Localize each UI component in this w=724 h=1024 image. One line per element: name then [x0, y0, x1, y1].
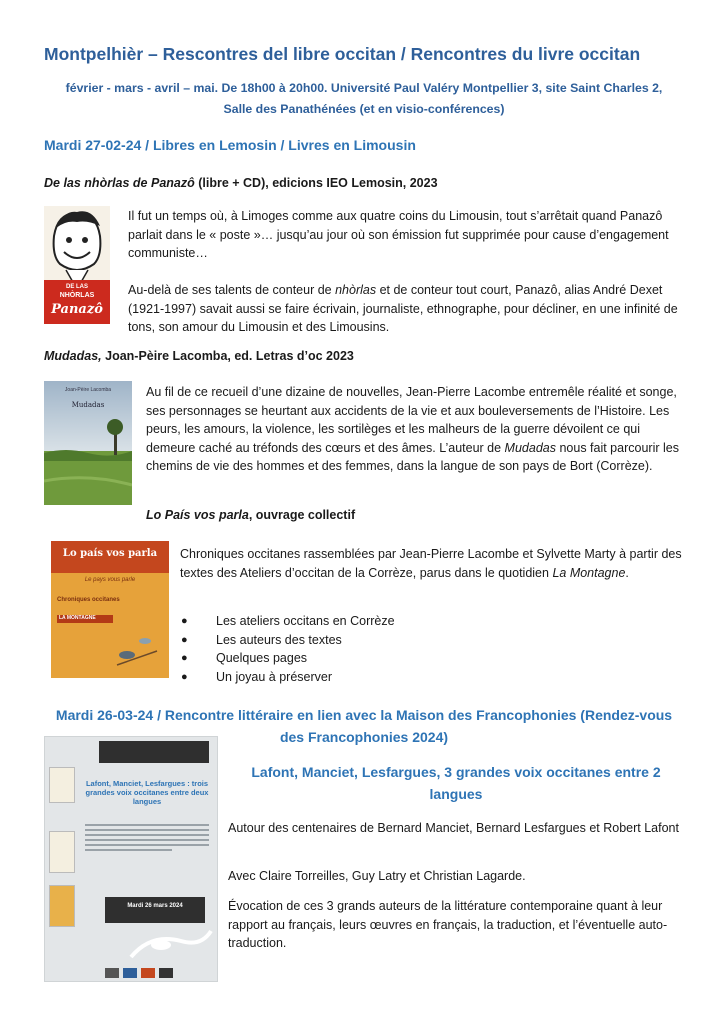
event-para-1: Autour des centenaires de Bernard Manciet, Bernard Lesfargues et Robert Lafont — [228, 821, 679, 835]
book-2-para-a: Au fil de ce recueil d’une dizaine de nouvelles, Jean-Pierre Lacombe entremêle réalité et songe, ses personnages se heurtant aux accidents de la vie et aux bouleversements de l’Histoire. Les peurs, les amours, la violence, les sortilèges et les malheurs de la guerre dévoilent ce qui demeure caché au tréfonds des cœurs et des âmes. L’auteur de — [146, 385, 677, 455]
book-1-cover-top: DE LAS — [65, 284, 88, 290]
poster-book-thumb — [49, 767, 75, 803]
book-1-title — [44, 176, 438, 190]
book-3-cover-title: Lo país vos parla — [62, 548, 158, 559]
poster-book-thumb — [49, 885, 75, 927]
list-item — [180, 612, 395, 631]
book-2-title-rest: Joan-Pèire Lacomba, ed. Letras d’oc 2023 — [101, 349, 354, 363]
page-subtitle — [44, 78, 684, 120]
list-item-label: Les ateliers occitans en Corrèze — [216, 614, 395, 628]
book-1-cover-mid: NHÒRLAS — [59, 292, 95, 299]
book-3-para-italic: La Montagne — [552, 565, 626, 580]
book-1-cover-bottom: Panazô — [51, 302, 103, 317]
list-item — [180, 631, 395, 650]
book-3-title — [146, 508, 355, 522]
landscape-illustration — [44, 381, 132, 505]
list-item-label: Quelques pages — [216, 651, 308, 665]
book-3-title-rest: , ouvrage collectif — [248, 508, 356, 522]
book-1-para-2-italic: nhòrlas — [335, 283, 377, 297]
session-1-heading: Mardi 27-02-24 / Libres en Lemosin / Livres en Limousin — [44, 137, 416, 153]
session-2-heading: Mardi 26-03-24 / Rencontre littéraire en lien avec la Maison des Francophonies (Rendez-vous des Francophonies 2024) — [55, 707, 673, 745]
list-item-label: Un joyau à préserver — [216, 669, 333, 684]
poster-title: Lafont, Manciet, Lesfargues : trois grandes voix occitanes entre deux langues — [85, 779, 209, 806]
book-1-para-1: Il fut un temps où, à Limoges comme aux quatre coins du Limousin, tout s’arrêtait quand Panazô parlait dans le « poste »… jusqu’au jour où son émission fut supprimée pour cause d’engagement communiste… — [128, 209, 669, 260]
book-3-cover-strip-label: LA MONTAGNE — [59, 615, 96, 621]
book-2-para-italic: Mudadas — [504, 440, 556, 455]
event-para-2: Avec Claire Torreilles, Guy Latry et Christian Lagarde. — [228, 869, 526, 883]
list-item-label: Les auteurs des textes — [216, 632, 342, 647]
event-poster — [44, 736, 218, 982]
poster-header-band — [99, 741, 209, 763]
book-1-para-2-a: Au-delà de ses talents de conteur de — [128, 283, 336, 297]
book-1-cover — [44, 206, 110, 324]
bullet-icon: ● — [181, 615, 188, 627]
poster-text-block — [85, 821, 209, 893]
poster-date: Mardi 26 mars 2024 — [127, 903, 183, 909]
list-item — [180, 668, 395, 687]
book-2-para — [146, 383, 686, 476]
book-2-title — [44, 349, 354, 363]
event-title: Lafont, Manciet, Lesfargues, 3 grandes voix occitanes entre 2 langues — [251, 764, 661, 802]
book-2-cover-author: Joan-Pèire Lacomba — [64, 387, 112, 393]
leaf-icon — [111, 927, 215, 961]
bullet-icon: ● — [181, 633, 188, 646]
book-3-bullet-list — [180, 612, 395, 686]
book-3-cover-sub: Le pays vous parle — [84, 577, 136, 583]
subtitle-line-1: février - mars - avril – mai. De 18h00 à 20h00. Université Paul Valéry Montpellier 3, site Saint Charles 2, — [65, 81, 663, 95]
poster-date-box — [105, 897, 205, 923]
book-3-title-italic: Lo País vos parla — [146, 508, 249, 522]
book-3-cover-chron: Chroniques occitanes — [57, 597, 120, 603]
book-2-cover-title: Mudadas — [71, 401, 105, 409]
poster-book-thumb — [49, 831, 75, 873]
book-2-title-italic: Mudadas, — [44, 349, 102, 363]
book-1-para-2-b: et de conteur tout court, Panazô, alias André Dexet (1921-1997) savait aussi se faire écrivain, journaliste, ethnographe, pour décliner, en une infinité de tons, son amour du Limousin et des Limousins. — [128, 283, 678, 334]
bullet-icon: ● — [181, 670, 188, 683]
book-3-para-b: . — [625, 565, 629, 580]
birds-illustration — [107, 625, 163, 673]
list-item — [180, 649, 395, 668]
book-1-para-2 — [128, 281, 684, 337]
poster-leaf-decoration — [111, 927, 215, 961]
book-3-para-a: Chroniques occitanes rassemblées par Jean-Pierre Lacombe et Sylvette Marty à partir des textes des Ateliers d’occitan de la Corrèze, parus dans le quotidien — [180, 547, 682, 580]
event-para-3: Évocation de ces 3 grands auteurs de la littérature contemporaine quant à leur rapport au français, leurs œuvres en français, la traduction, et l’éventuelle auto-traduction. — [228, 899, 668, 950]
book-3-cover — [51, 541, 169, 678]
bullet-icon: ● — [181, 652, 188, 664]
book-1-title-italic: De las nhòrlas de Panazô — [44, 176, 195, 190]
subtitle-line-2: Salle des Panathénées (et en visio-conférences) — [223, 102, 505, 116]
book-2-cover — [44, 381, 132, 505]
book-1-title-rest: (libre + CD), edicions IEO Lemosin, 2023 — [194, 176, 438, 190]
poster-logos — [105, 965, 213, 977]
book-3-para — [180, 545, 688, 582]
page-title: Montpelhièr – Rescontres del libre occitan / Rencontres du livre occitan — [44, 44, 641, 64]
book-2-para-b: nous fait parcourir les chemins de vie des hommes et des femmes, dans la langue de son pays de Bort (Corrèze). — [146, 440, 679, 473]
